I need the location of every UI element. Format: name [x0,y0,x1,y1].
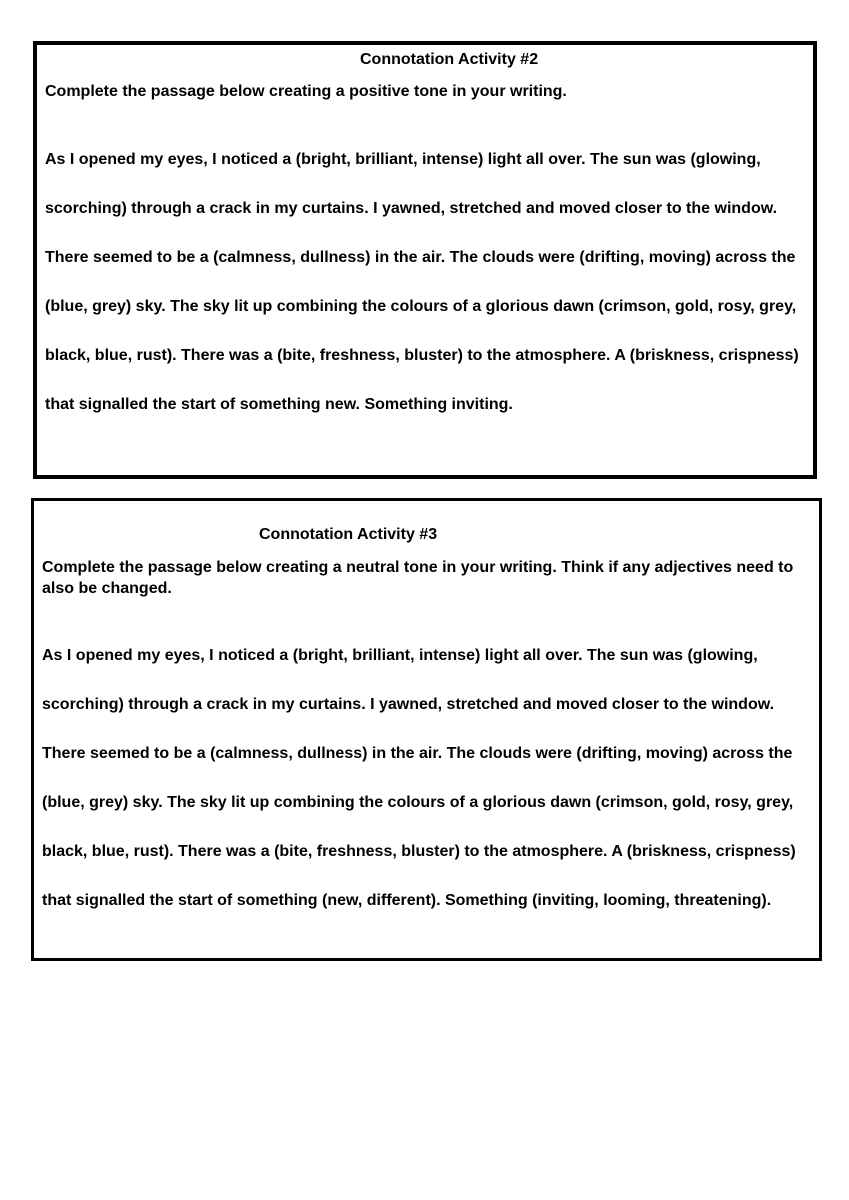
activity-2-passage-line: (blue, grey) sky. The sky lit up combining the colours of a glorious dawn (crimson, gold, rosy, grey, [45,298,797,315]
activity-2-passage-line: black, blue, rust). There was a (bite, freshness, bluster) to the atmosphere. A (briskness, crispness) [45,347,799,364]
activity-3-title: Connotation Activity #3 [259,526,438,543]
activity-3-passage-line: As I opened my eyes, I noticed a (bright, brilliant, intense) light all over. The sun was (glowing, [42,647,758,664]
activity-2-passage-line: As I opened my eyes, I noticed a (bright, brilliant, intense) light all over. The sun was (glowing, [45,151,761,168]
activity-2-instruction: Complete the passage below creating a positive tone in your writing. [45,83,567,100]
activity-3-passage-line: black, blue, rust). There was a (bite, freshness, bluster) to the atmosphere. A (briskness, crispness) [42,843,796,860]
activity-2-passage-line: scorching) through a crack in my curtains. I yawned, stretched and moved closer to the window. [45,200,778,217]
activity-3-box [31,498,822,961]
activity-2-passage-line: There seemed to be a (calmness, dullness) in the air. The clouds were (drifting, moving) across the [45,249,796,266]
activity-3-passage-line: (blue, grey) sky. The sky lit up combining the colours of a glorious dawn (crimson, gold, rosy, grey, [42,794,794,811]
activity-3-passage-line: scorching) through a crack in my curtains. I yawned, stretched and moved closer to the window. [42,696,775,713]
activity-2-box [33,41,817,479]
activity-2-title: Connotation Activity #2 [360,51,539,68]
activity-3-passage-line: that signalled the start of something (new, different). Something (inviting, looming, threatening). [42,892,772,909]
activity-3-passage-line: There seemed to be a (calmness, dullness) in the air. The clouds were (drifting, moving) across the [42,745,793,762]
activity-2-passage-line: that signalled the start of something new. Something inviting. [45,396,513,413]
activity-3-instruction: Complete the passage below creating a neutral tone in your writing. Think if any adjectives need to also be changed. [42,559,794,597]
